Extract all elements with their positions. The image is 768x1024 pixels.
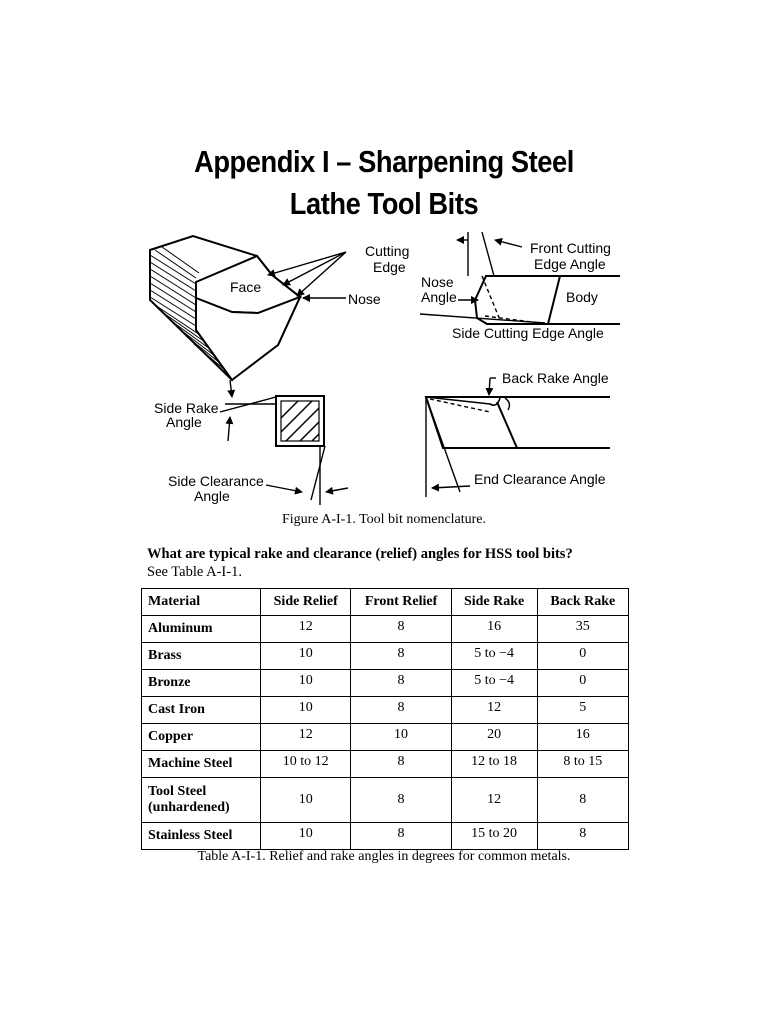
cell-side-relief: 10 bbox=[261, 823, 351, 850]
label-nose: Nose bbox=[348, 291, 381, 307]
header-side-rake: Side Rake bbox=[451, 589, 537, 616]
cell-front-relief: 8 bbox=[351, 751, 451, 778]
label-cutting-edge-line2: Edge bbox=[373, 259, 406, 275]
label-nose-angle-line1: Nose bbox=[421, 274, 454, 290]
table-row bbox=[142, 643, 629, 670]
header-front-relief: Front Relief bbox=[351, 589, 451, 616]
cell-side-relief: 12 bbox=[261, 616, 351, 643]
table-row bbox=[142, 670, 629, 697]
label-side-clearance-line2: Angle bbox=[194, 488, 230, 504]
header-material: Material bbox=[142, 589, 261, 616]
label-front-cutting-line2: Edge Angle bbox=[534, 256, 606, 272]
label-cutting-edge-line1: Cutting bbox=[365, 243, 410, 259]
label-back-rake-angle: Back Rake Angle bbox=[502, 370, 609, 386]
angles-table bbox=[141, 588, 629, 850]
cell-side-rake: 20 bbox=[451, 724, 537, 751]
cell-side-rake: 12 bbox=[451, 697, 537, 724]
cell-side-relief: 10 bbox=[261, 697, 351, 724]
cell-material: Aluminum bbox=[142, 616, 261, 643]
table-caption: Table A-I-1. Relief and rake angles in degrees for common metals. bbox=[197, 849, 571, 864]
cell-material: Cast Iron bbox=[142, 697, 261, 724]
cell-back-rake: 8 bbox=[537, 823, 628, 850]
cell-side-relief: 10 to 12 bbox=[261, 751, 351, 778]
table-row bbox=[142, 616, 629, 643]
cell-side-rake: 12 bbox=[451, 778, 537, 823]
cell-side-relief: 10 bbox=[261, 643, 351, 670]
table-row bbox=[142, 751, 629, 778]
label-body: Body bbox=[566, 289, 598, 305]
cell-back-rake: 0 bbox=[537, 670, 628, 697]
table-row bbox=[142, 724, 629, 751]
label-nose-angle-line2: Angle bbox=[421, 289, 457, 305]
cell-front-relief: 8 bbox=[351, 616, 451, 643]
cell-front-relief: 8 bbox=[351, 778, 451, 823]
cell-material: Stainless Steel bbox=[142, 823, 261, 850]
cell-material bbox=[142, 778, 261, 823]
label-side-cutting-edge-angle: Side Cutting Edge Angle bbox=[452, 325, 604, 341]
cell-side-rake: 5 to −4 bbox=[451, 670, 537, 697]
label-front-cutting-line1: Front Cutting bbox=[530, 240, 611, 256]
page-title-line-1: Appendix I – Sharpening Steel bbox=[194, 144, 574, 179]
cell-material-sub: (unhardened) bbox=[148, 800, 230, 815]
cell-side-rake: 15 to 20 bbox=[451, 823, 537, 850]
cell-material: Machine Steel bbox=[142, 751, 261, 778]
table-row bbox=[142, 697, 629, 724]
cell-side-rake: 5 to −4 bbox=[451, 643, 537, 670]
question-block bbox=[147, 545, 647, 581]
page-title-line-2: Lathe Tool Bits bbox=[289, 186, 479, 221]
label-end-clearance-angle: End Clearance Angle bbox=[474, 471, 606, 487]
label-side-rake-line1: Side Rake bbox=[154, 400, 219, 416]
cell-front-relief: 8 bbox=[351, 697, 451, 724]
cell-front-relief: 8 bbox=[351, 643, 451, 670]
cell-back-rake: 16 bbox=[537, 724, 628, 751]
figure-caption: Figure A-I-1. Tool bit nomenclature. bbox=[281, 512, 487, 527]
label-side-rake-line2: Angle bbox=[166, 414, 202, 430]
cell-back-rake: 8 bbox=[537, 778, 628, 823]
table-row bbox=[142, 823, 629, 850]
label-side-clearance-line1: Side Clearance bbox=[168, 473, 264, 489]
cell-back-rake: 5 bbox=[537, 697, 628, 724]
question-text: What are typical rake and clearance (relief) angles for HSS tool bits? bbox=[147, 546, 573, 562]
cell-back-rake: 35 bbox=[537, 616, 628, 643]
table-header-row bbox=[142, 589, 629, 616]
cell-material: Bronze bbox=[142, 670, 261, 697]
cell-front-relief: 10 bbox=[351, 724, 451, 751]
cell-side-relief: 12 bbox=[261, 724, 351, 751]
cell-front-relief: 8 bbox=[351, 823, 451, 850]
tool-bit-3d-drawing bbox=[150, 236, 300, 380]
cell-side-rake: 16 bbox=[451, 616, 537, 643]
cell-back-rake: 8 to 15 bbox=[537, 751, 628, 778]
cell-material-name: Tool Steel bbox=[148, 784, 207, 799]
cell-material: Brass bbox=[142, 643, 261, 670]
table-row bbox=[142, 778, 629, 823]
tool-bit-nomenclature-figure bbox=[0, 225, 768, 510]
cell-side-relief: 10 bbox=[261, 670, 351, 697]
question-see-table: See Table A-I-1. bbox=[147, 564, 242, 580]
cell-material: Copper bbox=[142, 724, 261, 751]
cell-side-relief: 10 bbox=[261, 778, 351, 823]
header-side-relief: Side Relief bbox=[261, 589, 351, 616]
label-face: Face bbox=[230, 279, 262, 295]
cell-side-rake: 12 to 18 bbox=[451, 751, 537, 778]
header-back-rake: Back Rake bbox=[537, 589, 628, 616]
cell-back-rake: 0 bbox=[537, 643, 628, 670]
cell-front-relief: 8 bbox=[351, 670, 451, 697]
